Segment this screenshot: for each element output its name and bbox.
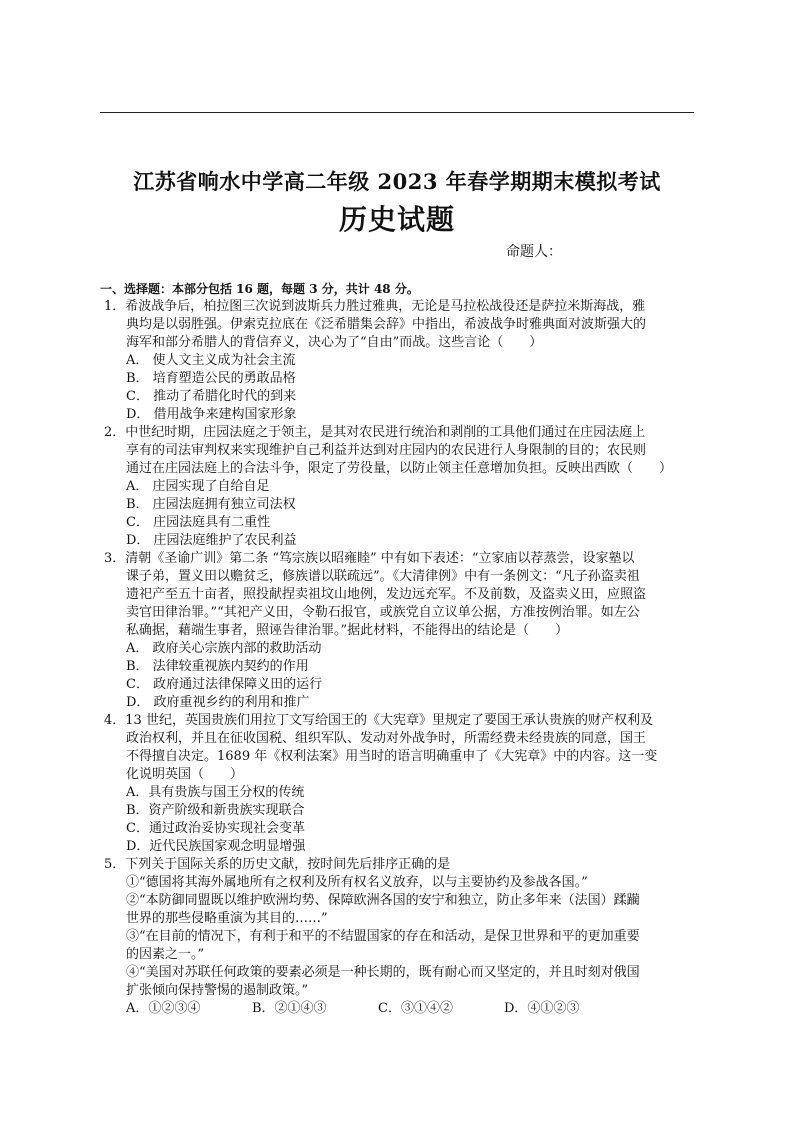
answer-option-a[interactable]: A． 使人文主义成为社会主流 bbox=[126, 353, 296, 368]
question-4 bbox=[104, 712, 698, 856]
question-stem-line: 4．13 世纪，英国贵族们用拉丁文写给国王的《大宪章》里规定了要国王承认贵族的财产权利及 bbox=[104, 713, 653, 728]
question-5 bbox=[104, 856, 698, 1018]
answer-option-d[interactable]: D．④①②③ bbox=[504, 1001, 580, 1016]
question-stem-line: 2．中世纪时期，庄园法庭之于领主，是其对农民进行统治和剥削的工具他们通过在庄园法庭上 bbox=[104, 425, 646, 440]
answer-option-c[interactable]: C．③①④② bbox=[378, 1001, 453, 1016]
document-excerpt-line: ③“在目前的情况下，有利于和平的不结盟国家的存在和活动，是保卫世界和平的更加重要 bbox=[126, 929, 640, 944]
header-rule bbox=[100, 112, 694, 113]
answer-option-d[interactable]: D． 庄园法庭维护了农民利益 bbox=[126, 533, 297, 548]
answer-option-b[interactable]: B． 庄园法庭拥有独立司法权 bbox=[126, 497, 296, 512]
answer-option-b[interactable]: B．②①④③ bbox=[252, 1001, 327, 1016]
document-excerpt-line: 的因素之一。” bbox=[126, 947, 205, 962]
question-stem-line: 政治权利，并且在征收国税、组织军队、发动对外战争时，所需经费未经贵族的同意，国王 bbox=[126, 731, 647, 746]
answer-option-b[interactable]: B． 法律较重视族内契约的作用 bbox=[126, 659, 309, 674]
question-stem-line: 不得擅自决定。1689 年《权利法案》用当时的语言明确重申了《大宪章》中的内容。这一变 bbox=[126, 749, 658, 764]
author-label: 命题人： bbox=[506, 244, 562, 260]
question-stem-line: 卖官田律治罪。”“其祀产义田，令勒石报官，或族党自立议单公据，方准按例治罪。如左公 bbox=[126, 605, 640, 620]
question-stem-line: 课子弟，置义田以赡贫乏，修族谱以联疏远”。《大清律例》中有一条例文：“凡子孙盗卖祖 bbox=[126, 569, 640, 584]
question-list bbox=[104, 298, 698, 1018]
question-stem-line: 海军和部分希腊人的背信弃义，决心为了“自由”而战。这些言论（ ） bbox=[126, 335, 543, 350]
document-excerpt-line: 扩张倾向保持警惕的遏制政策。” bbox=[126, 983, 309, 998]
question-stem-line: 典均是以弱胜强。伊索克拉底在《泛希腊集会辞》中指出，希波战争时雅典面对波斯强大的 bbox=[126, 317, 647, 332]
question-2 bbox=[104, 424, 698, 550]
document-excerpt-line: ②“本防御同盟既以维护欧洲均势、保障欧洲各国的安宁和独立，防止多年来（法国）蹂躏 bbox=[126, 893, 640, 908]
answer-option-a[interactable]: A．具有贵族与国王分权的传统 bbox=[126, 785, 305, 800]
answer-option-c[interactable]: C． 政府通过法律保障义田的运行 bbox=[126, 677, 323, 692]
answer-option-d[interactable]: D． 政府重视乡约的利用和推广 bbox=[126, 695, 310, 710]
answer-option-c[interactable]: C． 推动了希腊化时代的到来 bbox=[126, 389, 297, 404]
question-stem-line: 通过在庄园法庭上的合法斗争，限定了劳役量，以防止领主任意增加负担。反映出西欧（ ） bbox=[126, 461, 673, 476]
answer-options-row bbox=[104, 1000, 698, 1018]
answer-option-c[interactable]: C．通过政治妥协实现社会变革 bbox=[126, 821, 305, 836]
question-stem-line: 5．下列关于国际关系的历史文献，按时间先后排序正确的是 bbox=[104, 857, 451, 872]
answer-option-d[interactable]: D．近代民族国家观念明显增强 bbox=[126, 839, 306, 854]
question-stem-line: 3．清朝《圣谕广训》第二条 “笃宗族以昭雍睦” 中有如下表述：“立家庙以荐蒸尝，设家塾以 bbox=[104, 551, 635, 566]
exam-title: 江苏省响水中学高二年级 2023 年春学期期末模拟考试 bbox=[133, 169, 661, 194]
document-excerpt-line: ①“德国将其海外属地所有之权利及所有权名义放弃，以与主要协约及参战各国。” bbox=[126, 875, 588, 890]
answer-option-b[interactable]: B．资产阶级和新贵族实现联合 bbox=[126, 803, 305, 818]
document-excerpt-line: ④“美国对苏联任何政策的要素必须是一种长期的，既有耐心而又坚定的，并且时刻对俄国 bbox=[126, 965, 640, 980]
question-3 bbox=[104, 550, 698, 712]
question-stem-line: 享有的司法审判权来实现维护自己利益并达到对庄园内的农民进行人身限制的目的；农民则 bbox=[126, 443, 647, 458]
section-heading: 一、选择题：本部分包括 16 题，每题 3 分，共计 48 分。 bbox=[100, 282, 419, 296]
question-stem-line: 私确据，藉端生事者，照诬告律治罪。”据此材料，不能得出的结论是（ ） bbox=[126, 623, 569, 638]
question-stem-line: 化说明英国（ ） bbox=[126, 767, 244, 782]
question-stem-line: 遗祀产至五十亩者，照投献捏卖祖坟山地例，发边远充军。不及前数，及盗卖义田，应照盗 bbox=[126, 587, 647, 602]
answer-option-b[interactable]: B． 培育塑造公民的勇敢品格 bbox=[126, 371, 296, 386]
answer-option-c[interactable]: C． 庄园法庭具有二重性 bbox=[126, 515, 271, 530]
answer-option-a[interactable]: A． 庄园实现了自给自足 bbox=[126, 479, 270, 494]
answer-option-a[interactable]: A．①②③④ bbox=[126, 1001, 201, 1016]
question-1 bbox=[104, 298, 698, 424]
exam-subject-title: 历史试题 bbox=[338, 203, 455, 236]
question-stem-line: 1．希波战争后，柏拉图三次说到波斯兵力胜过雅典，无论是马拉松战役还是萨拉米斯海战，雅 bbox=[104, 299, 646, 314]
document-excerpt-line: 世界的那些侵略重演为其目的……” bbox=[126, 911, 328, 926]
answer-option-d[interactable]: D． 借用战争来建构国家形象 bbox=[126, 407, 297, 422]
answer-option-a[interactable]: A． 政府关心宗族内部的救助活动 bbox=[126, 641, 322, 656]
